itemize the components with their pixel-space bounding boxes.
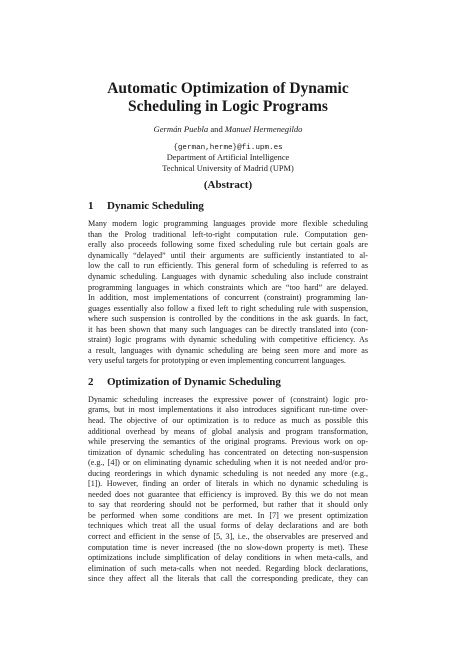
section-heading xyxy=(88,376,368,389)
text-line: elimination of such meta-calls when not needed. Regarding block declarations, xyxy=(88,563,368,573)
author-connector: and xyxy=(210,124,223,134)
text-line: additional overhead by means of global analysis and program transformation, xyxy=(88,426,368,436)
university-line: Technical University of Madrid (UPM) xyxy=(162,163,294,173)
department-line: Department of Artificial Intelligence xyxy=(166,153,290,163)
author-name: Manuel Hermenegildo xyxy=(224,124,303,134)
text-line: be performed when some conditions are met. In [7] we present optimization xyxy=(88,510,368,520)
text-line: erally also proceeds following some fixed scheduling rule but certain goals are xyxy=(88,240,368,250)
text-line: dynamically “delayed” until their arguments are sufficiently instantiated to al- xyxy=(88,250,368,260)
text-line: Many modern logic programming languages provide more flexible scheduling xyxy=(88,219,368,229)
text-line: dynamic scheduling. Languages with dynamic scheduling also include constraint xyxy=(88,271,368,281)
section-body xyxy=(88,219,368,367)
text-line: low the call to run efficiently. This general form of scheduling is referred to as xyxy=(88,261,368,271)
text-line: computation time is never increased (the no slow-down property is met). These xyxy=(88,542,368,552)
paper-page xyxy=(88,80,368,585)
text-line: head. The objective of our optimization is to reduce as much as possible this xyxy=(88,415,368,425)
text-line: programming languages in which constraints which are “too hard” are delayed. xyxy=(88,282,368,292)
section-title: Optimization of Dynamic Scheduling xyxy=(107,375,281,388)
text-line: where such suspension is controlled by the conditions in the ask guards. In fact, xyxy=(88,314,368,324)
title-line: Scheduling in Logic Programs xyxy=(128,98,328,115)
text-line: (e.g., [4]) or on eliminating dynamic scheduling when it is not needed and/or pro- xyxy=(88,458,368,468)
section-number: 2 xyxy=(88,375,94,388)
author-email: {german,herme}@fi.upm.es xyxy=(173,144,283,152)
text-line: since they affect all the literals that call the corresponding predicate, they can xyxy=(88,574,368,584)
section-number: 1 xyxy=(88,200,94,213)
text-line: very useful targets for prototyping or even implementing concurrent languages. xyxy=(88,356,346,366)
section-body xyxy=(88,395,368,585)
text-line: Dynamic scheduling increases the expressive power of (constraint) logic pro- xyxy=(88,394,368,404)
section-title: Dynamic Scheduling xyxy=(107,200,204,213)
text-line: ducing reorderings in which dynamic scheduling is not needed any more (e.g., xyxy=(88,468,368,478)
text-line: [1]). However, finding an order of literals in which no dynamic scheduling is xyxy=(88,479,368,489)
text-line: to say that reordering should not be performed, but rather that it should only xyxy=(88,500,368,510)
title-line: Automatic Optimization of Dynamic xyxy=(107,80,349,97)
text-line: than the Prolog traditional left-to-right computation rule. Computation gen- xyxy=(88,229,368,239)
author-name: Germán Puebla xyxy=(153,124,209,134)
text-line: optimizations include simplification of delay conditions in when meta-calls, and xyxy=(88,553,368,563)
abstract-heading: (Abstract) xyxy=(203,179,253,192)
text-line: grams, but in most implementations it also introduces significant run-time over- xyxy=(88,405,368,415)
text-line: correct and efficient in the sense of [5, 3], i.e., the observables are preserved and xyxy=(88,531,368,541)
text-line: timization of dynamic scheduling has concentrated on detecting non-suspension xyxy=(88,447,368,457)
affiliation-block xyxy=(88,143,368,174)
paper-title xyxy=(88,80,368,116)
text-line: while preserving the semantics of the original programs. Previous work on op- xyxy=(88,437,368,447)
text-line: a result, languages with dynamic scheduling are being seen more and more as xyxy=(88,345,368,355)
text-line: In addition, most implementations of concurrent (constraint) programming lan- xyxy=(88,293,368,303)
text-line: needed does not guarantee that efficiency is improved. By this we do not mean xyxy=(88,489,368,499)
text-line: it has been shown that many such languages can be directly translated into (con- xyxy=(88,324,368,334)
text-line: straint) logic programs with dynamic scheduling with competitive efficiency. As xyxy=(88,335,368,345)
section-heading xyxy=(88,200,368,213)
text-line: techniques which treat all the usual forms of delay declarations and are both xyxy=(88,521,368,531)
author-list xyxy=(88,124,368,135)
text-line: guages essentially also follow a fixed left to right scheduling rule with suspension, xyxy=(88,303,368,313)
